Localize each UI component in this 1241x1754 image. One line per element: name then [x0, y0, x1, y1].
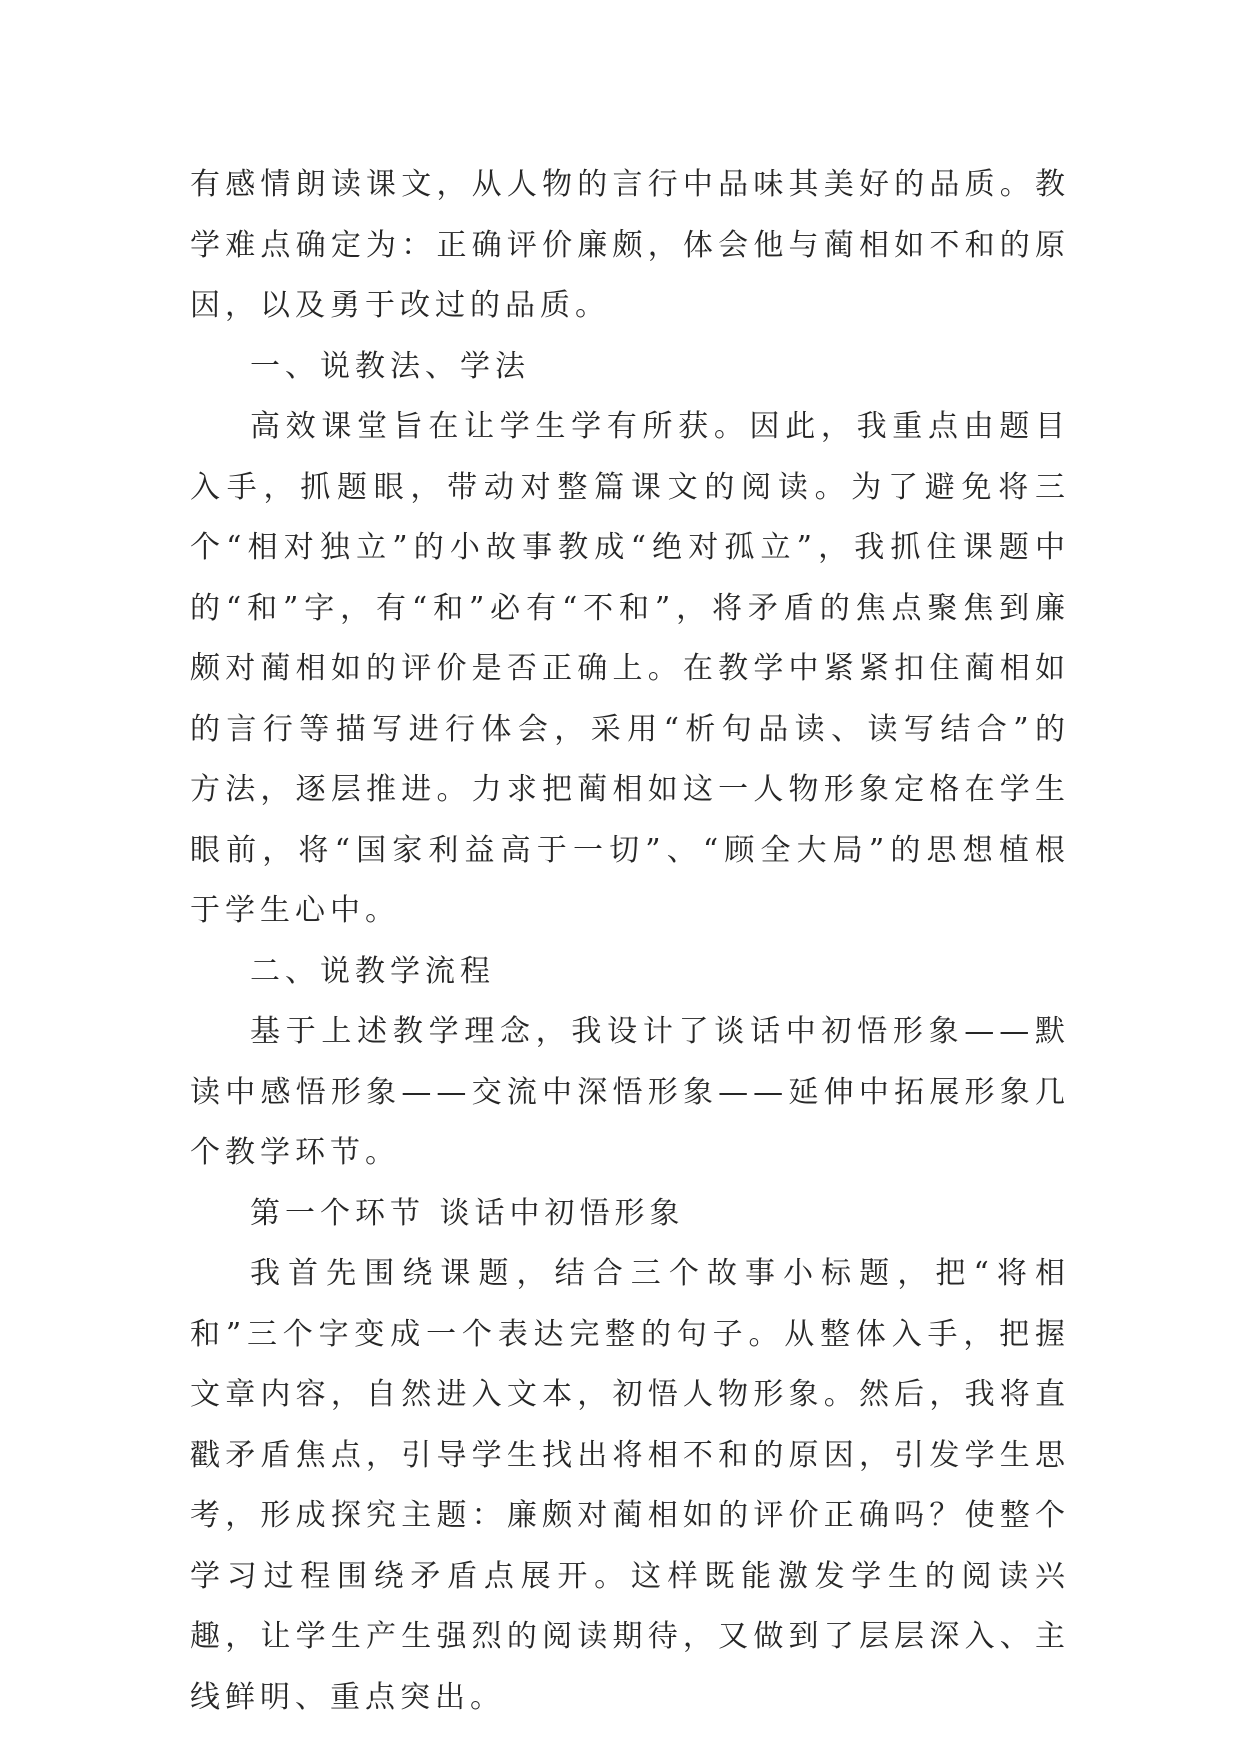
- section-heading-process: 二、说教学流程: [250, 953, 495, 989]
- document-body: [190, 155, 1070, 1728]
- paragraph-step-one: 我首先围绕课题，结合三个故事小标题，把“将相和”三个字变成一个表达完整的句子。从整体入手，把握文章内容，自然进入文本，初悟人物形象。然后，我将直戳矛盾焦点，引导学生找出将相不和的原因，引发学生思考，形成探究主题：廉颇对蔺相如的评价正确吗？使整个学习过程围绕矛盾点展开。这样既能激发学生的阅读兴趣，让学生产生强烈的阅读期待，又做到了层层深入、主线鲜明、重点突出。: [190, 1256, 1070, 1715]
- section-heading-methods: 一、说教法、学法: [250, 348, 530, 384]
- paragraph-methods: 高效课堂旨在让学生学有所获。因此，我重点由题目入手，抓题眼，带动对整篇课文的阅读。为了避免将三个“相对独立”的小故事教成“绝对孤立”，我抓住课题中的“和”字，有“和”必有“不和”，将矛盾的焦点聚焦到廉颇对蔺相如的评价是否正确上。在教学中紧紧扣住蔺相如的言行等描写进行体会，采用“析句品读、读写结合”的方法，逐层推进。力求把蔺相如这一人物形象定格在学生眼前，将“国家利益高于一切”、“顾全大局”的思想植根于学生心中。: [190, 409, 1070, 928]
- paragraph-teaching-difficulty: 有感情朗读课文，从人物的言行中品味其美好的品质。教学难点确定为：正确评价廉颇，体会他与蔺相如不和的原因，以及勇于改过的品质。: [190, 167, 1070, 323]
- section-heading-step-one: 第一个环节 谈话中初悟形象: [250, 1195, 685, 1231]
- paragraph-process-overview: 基于上述教学理念，我设计了谈话中初悟形象——默读中感悟形象——交流中深悟形象——延伸中拓展形象几个教学环节。: [190, 1014, 1070, 1170]
